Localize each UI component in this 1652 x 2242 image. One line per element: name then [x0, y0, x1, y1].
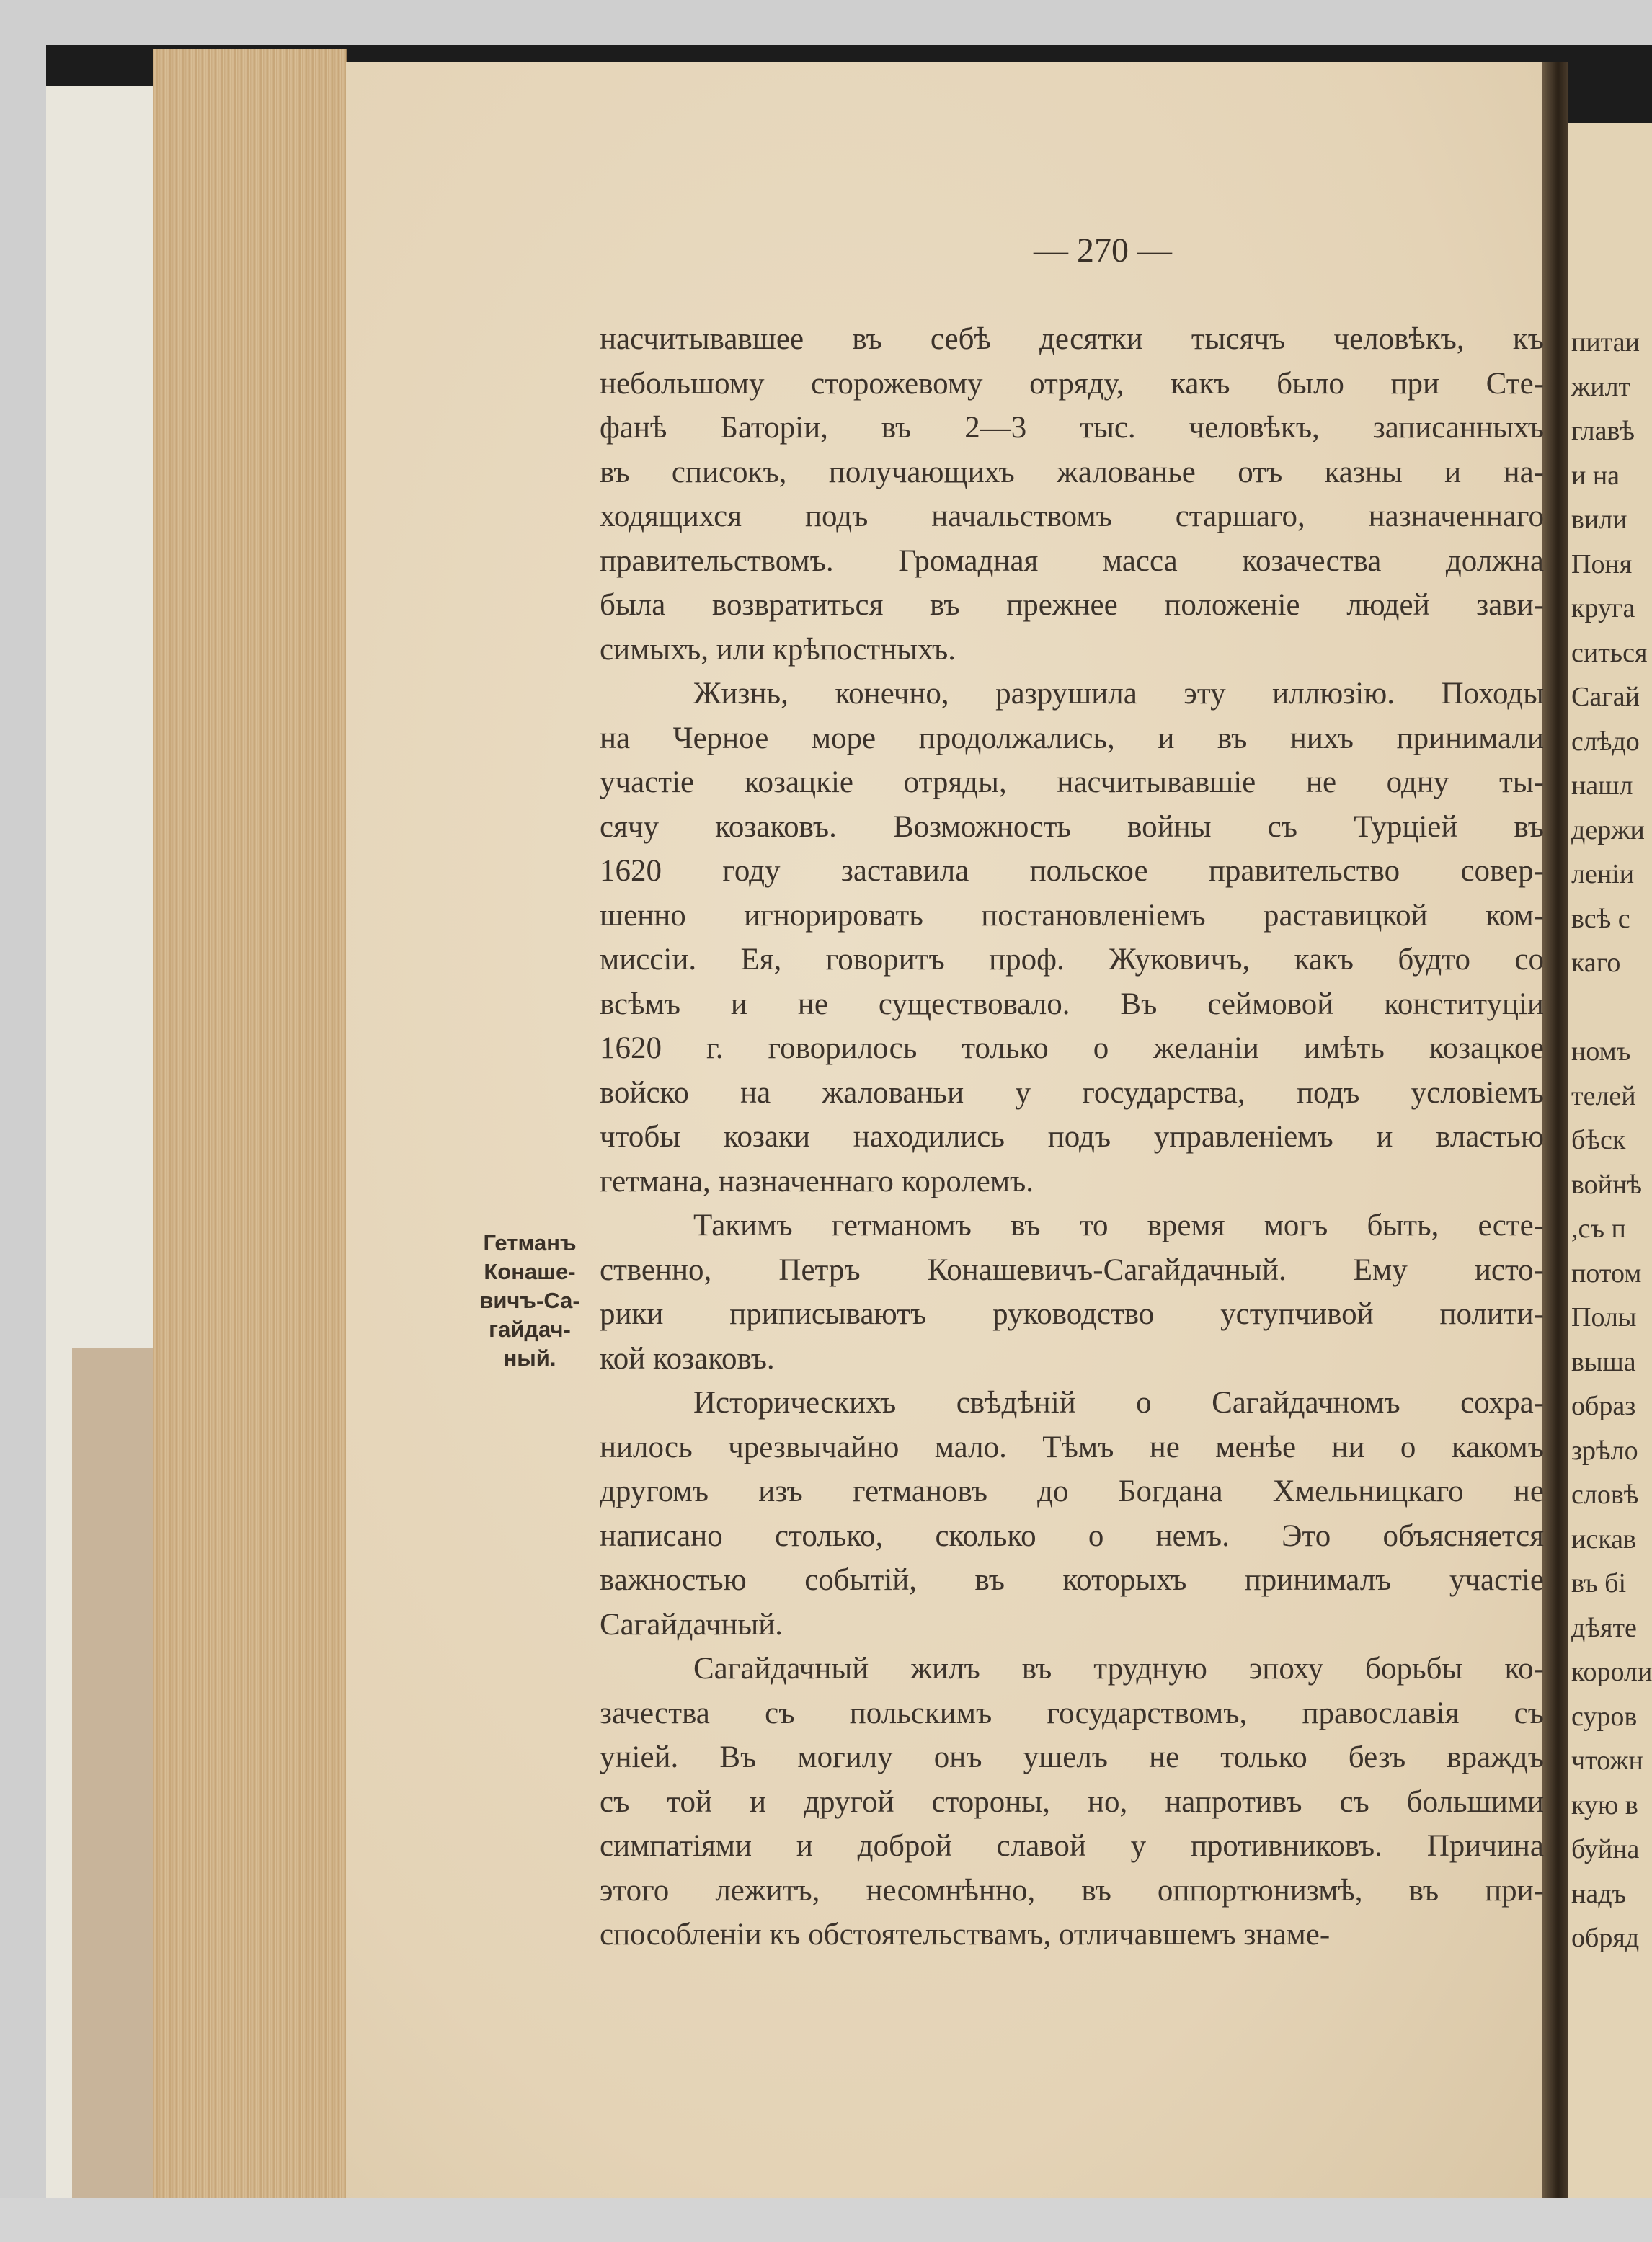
text-line: другомъ изъ гетмановъ до Богдана Хмельницкаго не — [600, 1474, 1544, 1508]
text-line: ственно, Петръ Конашевичъ-Сагайдачный. Ему исто- — [600, 1253, 1544, 1287]
next-page-line: телей — [1571, 1080, 1636, 1111]
text-line: симыхъ, или крѣпостныхъ. — [600, 632, 956, 667]
next-page-line: жилт — [1571, 371, 1631, 402]
text-line: Сагайдачный жилъ въ трудную эпоху борьбы ко- — [693, 1652, 1544, 1686]
text-line: небольшому сторожевому отряду, какъ было при Сте- — [600, 366, 1544, 401]
margin-note-line: Гетманъ — [483, 1230, 577, 1255]
next-page-line: слѣдо — [1571, 726, 1640, 757]
text-line: миссіи. Ея, говоритъ проф. Жуковичъ, какъ будто со — [600, 943, 1544, 977]
next-page-line: номъ — [1571, 1036, 1631, 1067]
next-page-line — [1571, 986, 1652, 1031]
text-line: гетмана, назначеннаго королемъ. — [600, 1164, 1034, 1198]
next-page-line: нашл — [1571, 770, 1633, 801]
body-text — [600, 317, 1544, 1957]
text-line: способленіи къ обстоятельствамъ, отличавшемъ знаме- — [600, 1918, 1331, 1952]
text-line: участіе козацкіе отряды, насчитывавшіе не одну ты- — [600, 765, 1544, 799]
page-number: — 270 — — [1034, 231, 1172, 270]
next-page-line: выша — [1571, 1346, 1636, 1377]
text-line: фанѣ Баторіи, въ 2—3 тыс. человѣкъ, записанныхъ — [600, 411, 1544, 445]
paragraph — [600, 1647, 1544, 1957]
book-gutter — [1542, 62, 1568, 2198]
next-page-line: главѣ — [1571, 416, 1635, 446]
text-line: войско на жалованьи у государства, подъ условіемъ — [600, 1075, 1544, 1110]
text-line: 1620 г. говорилось только о желаніи имѣть козацкое — [600, 1031, 1544, 1065]
next-page-line: зрѣло — [1571, 1435, 1638, 1466]
text-line: уніей. Въ могилу онъ ушелъ не только безъ враждъ — [600, 1740, 1544, 1774]
text-line: 1620 году заставила польское правительство совер- — [600, 854, 1544, 888]
text-line: чтобы козаки находились подъ управленіемъ и властью — [600, 1120, 1544, 1154]
text-line: кой козаковъ. — [600, 1341, 775, 1376]
next-page-line: надъ — [1571, 1878, 1627, 1909]
book-cover-lower — [72, 1348, 159, 2198]
next-page-line: короли — [1571, 1657, 1652, 1687]
text-line: въ списокъ, получающихъ жалованье отъ казны и на- — [600, 455, 1544, 489]
next-page-line: обряд — [1571, 1923, 1640, 1953]
text-line: зачества съ польскимъ государствомъ, православія съ — [600, 1696, 1544, 1730]
next-page-line: кую в — [1571, 1789, 1638, 1820]
next-page-line: вили — [1571, 504, 1627, 535]
paragraph — [600, 672, 1544, 1204]
text-line: ходящихся подъ начальствомъ старшаго, назначеннаго — [600, 499, 1544, 533]
text-line: нилось чрезвычайно мало. Тѣмъ не менѣе ни о какомъ — [600, 1430, 1544, 1464]
next-page-line: каго — [1571, 948, 1621, 978]
paragraph — [600, 1381, 1544, 1647]
next-page-line: войнѣ — [1571, 1169, 1642, 1200]
next-page-line: держи — [1571, 814, 1645, 845]
next-page-line: въ бі — [1571, 1568, 1627, 1598]
margin-note-line: ный. — [503, 1345, 556, 1371]
next-page-line: дѣяте — [1571, 1612, 1637, 1643]
next-page-line: питаи — [1571, 327, 1640, 357]
text-line: важностью событій, въ которыхъ принималъ участіе — [600, 1563, 1544, 1597]
next-page-line: леніи — [1571, 859, 1635, 889]
next-page-line: и на — [1571, 460, 1620, 491]
text-line: Жизнь, конечно, разрушила эту иллюзію. Походы — [693, 677, 1544, 711]
text-line: шенно игнорировать постановленіемъ раставицкой ком- — [600, 898, 1544, 933]
next-page-line: ,съ п — [1571, 1214, 1626, 1244]
next-page-line: чтожн — [1571, 1745, 1643, 1776]
text-line: была возвратиться въ прежнее положеніе людей зави- — [600, 588, 1544, 622]
next-page-line: всѣ с — [1571, 903, 1630, 934]
next-page-line: искав — [1571, 1523, 1636, 1554]
next-page-line: бѣск — [1571, 1125, 1626, 1155]
text-line: Такимъ гетманомъ въ то время могъ быть, есте- — [693, 1209, 1544, 1242]
next-page-line: Сагай — [1571, 682, 1640, 712]
next-page-line: буйна — [1571, 1834, 1640, 1864]
next-page-line: Поня — [1571, 548, 1633, 579]
text-line: написано столько, сколько о немъ. Это объясняется — [600, 1518, 1544, 1553]
text-line: всѣмъ и не существовало. Въ сеймовой конституціи — [600, 987, 1544, 1021]
next-page-line: словѣ — [1571, 1480, 1639, 1510]
text-line: этого лежитъ, несомнѣнно, въ оппортюнизмѣ, въ при- — [600, 1873, 1544, 1908]
next-page-line: Полы — [1571, 1302, 1637, 1333]
scan-border-bottom — [0, 2198, 1652, 2242]
paragraph — [600, 317, 1544, 672]
next-page-line: образ — [1571, 1391, 1636, 1421]
text-line: Историческихъ свѣдѣній о Сагайдачномъ сохра- — [693, 1386, 1544, 1420]
next-page-text — [1571, 321, 1652, 1961]
text-line: на Черное море продолжались, и въ нихъ принимали — [600, 721, 1544, 755]
margin-note-line: гайдач- — [489, 1317, 571, 1342]
text-line: съ той и другой стороны, но, напротивъ съ большими — [600, 1784, 1544, 1819]
next-page-line: круга — [1571, 593, 1635, 623]
text-line: сячу козаковъ. Возможность войны съ Турціей въ — [600, 809, 1544, 844]
margin-note-line: Конаше- — [484, 1259, 576, 1284]
text-line: симпатіями и доброй славой у противниковъ. Причина — [600, 1829, 1544, 1863]
margin-note-line: вичъ-Са- — [479, 1288, 580, 1313]
text-line: Сагайдачный. — [600, 1607, 783, 1642]
paragraph — [600, 1204, 1544, 1381]
next-page-line: суров — [1571, 1701, 1638, 1732]
margin-note — [461, 1229, 598, 1373]
text-line: насчитывавшее въ себѣ десятки тысячъ человѣкъ, къ — [600, 322, 1544, 356]
page-edges — [153, 49, 347, 2198]
text-line: рики приписываютъ руководство уступчивой полити- — [600, 1297, 1544, 1331]
next-page-line: потом — [1571, 1258, 1642, 1289]
next-page-line: ситься — [1571, 637, 1648, 668]
text-line: правительствомъ. Громадная масса козачества должна — [600, 543, 1544, 578]
